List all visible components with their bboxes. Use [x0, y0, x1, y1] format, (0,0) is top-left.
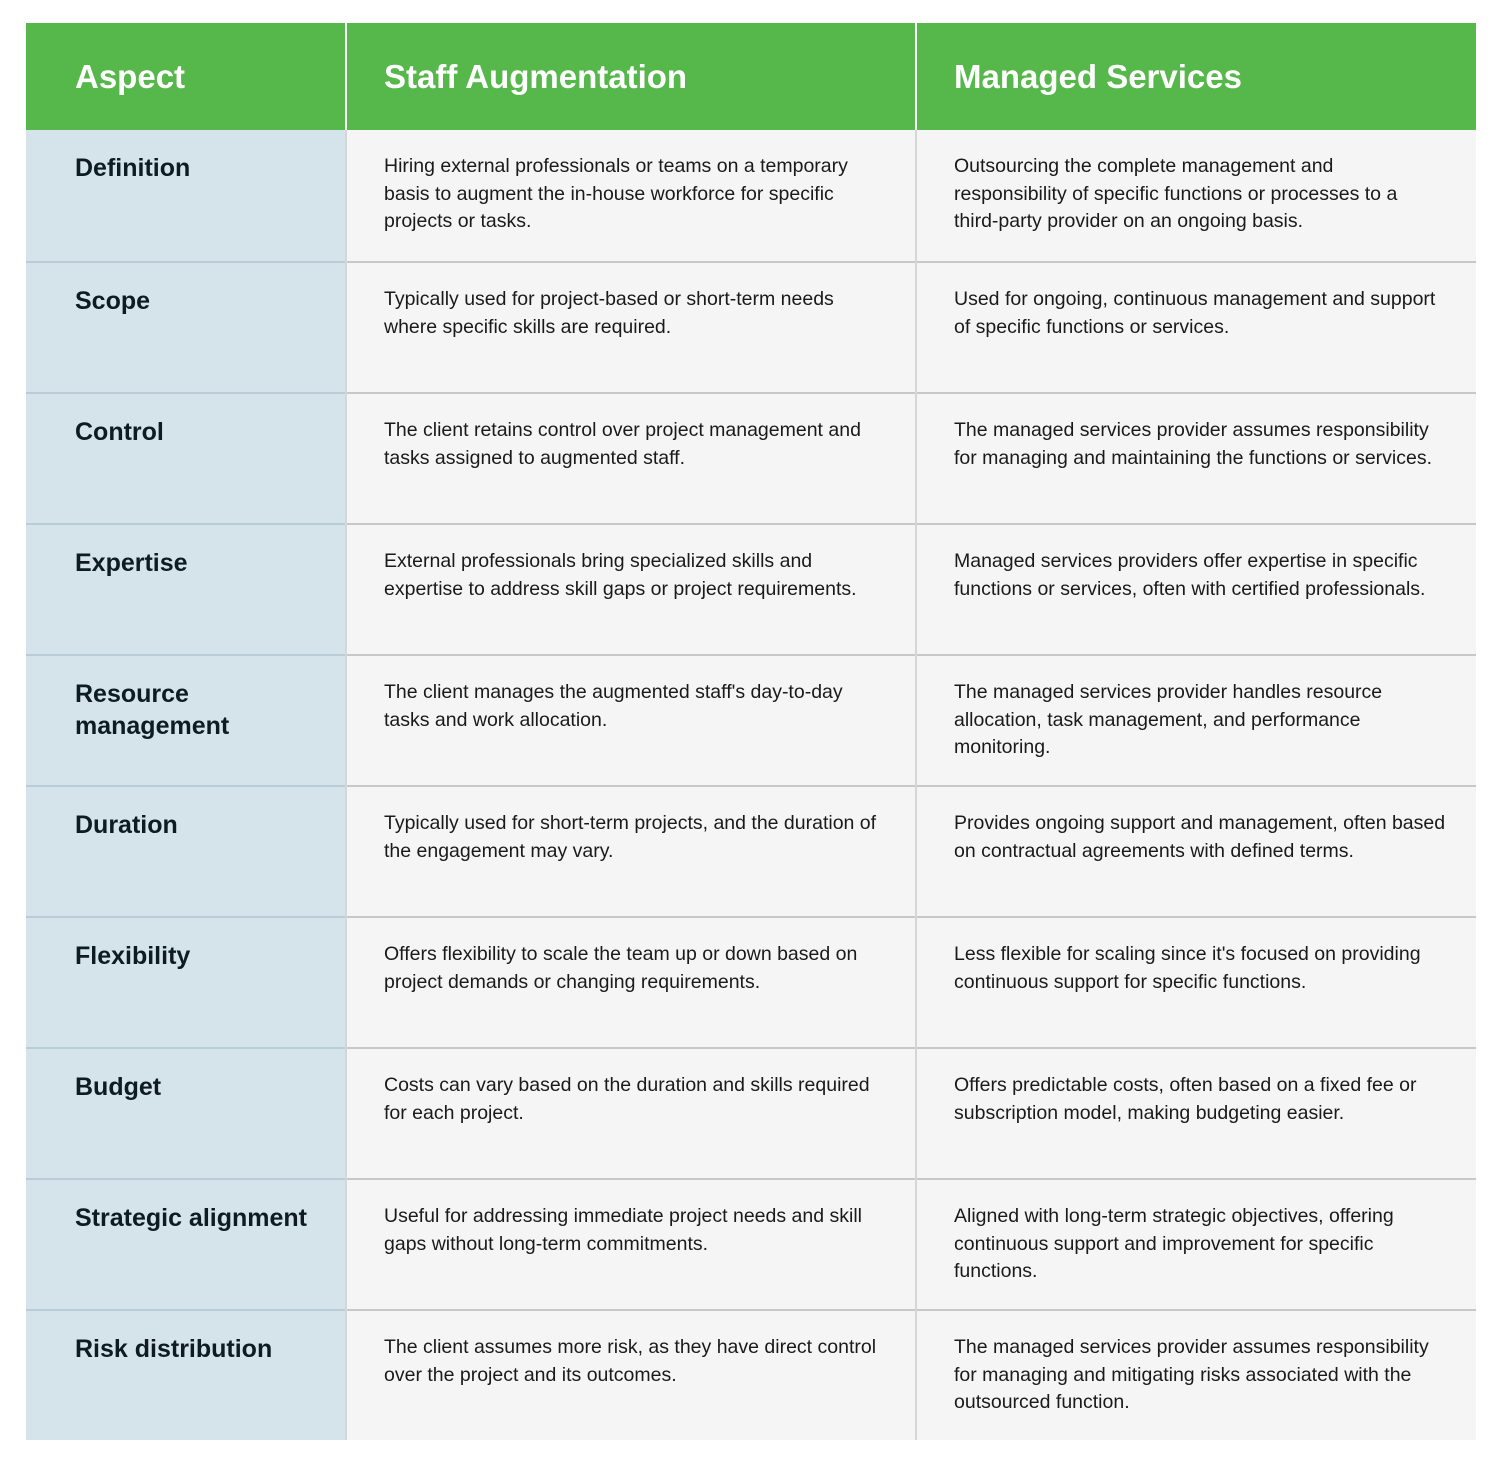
staff-augmentation-cell: External professionals bring specialized skills and expertise to address skill gaps or project requirements. [347, 523, 915, 654]
aspect-cell: Flexibility [26, 916, 345, 1047]
staff-augmentation-cell: Hiring external professionals or teams on a temporary basis to augment the in-house workforce for specific projects or tasks. [347, 130, 915, 261]
aspect-cell: Duration [26, 785, 345, 916]
managed-services-cell: Provides ongoing support and management, often based on contractual agreements with defined terms. [917, 785, 1476, 916]
header-managed-services: Managed Services [917, 23, 1476, 130]
staff-augmentation-cell: Typically used for short-term projects, and the duration of the engagement may vary. [347, 785, 915, 916]
header-aspect: Aspect [26, 23, 345, 130]
header-staff-augmentation: Staff Augmentation [347, 23, 915, 130]
comparison-table [26, 23, 1476, 1440]
staff-augmentation-cell: Offers flexibility to scale the team up or down based on project demands or changing requirements. [347, 916, 915, 1047]
aspect-cell: Risk distribution [26, 1309, 345, 1440]
staff-augmentation-cell: The client assumes more risk, as they have direct control over the project and its outcomes. [347, 1309, 915, 1440]
staff-augmentation-cell: Typically used for project-based or short-term needs where specific skills are required. [347, 261, 915, 392]
staff-augmentation-cell: The client manages the augmented staff's day-to-day tasks and work allocation. [347, 654, 915, 785]
aspect-cell: Control [26, 392, 345, 523]
aspect-cell: Strategic alignment [26, 1178, 345, 1309]
managed-services-cell: Less flexible for scaling since it's focused on providing continuous support for specific functions. [917, 916, 1476, 1047]
aspect-cell: Expertise [26, 523, 345, 654]
aspect-cell: Scope [26, 261, 345, 392]
managed-services-cell: The managed services provider assumes responsibility for managing and mitigating risks associated with the outsourced function. [917, 1309, 1476, 1440]
managed-services-cell: Outsourcing the complete management and responsibility of specific functions or processes to a third-party provider on an ongoing basis. [917, 130, 1476, 261]
aspect-cell: Budget [26, 1047, 345, 1178]
managed-services-cell: Managed services providers offer expertise in specific functions or services, often with certified professionals. [917, 523, 1476, 654]
managed-services-cell: Used for ongoing, continuous management and support of specific functions or services. [917, 261, 1476, 392]
staff-augmentation-cell: Costs can vary based on the duration and skills required for each project. [347, 1047, 915, 1178]
staff-augmentation-cell: Useful for addressing immediate project needs and skill gaps without long-term commitments. [347, 1178, 915, 1309]
aspect-cell: Definition [26, 130, 345, 261]
aspect-cell: Resource management [26, 654, 345, 785]
staff-augmentation-cell: The client retains control over project management and tasks assigned to augmented staff. [347, 392, 915, 523]
managed-services-cell: The managed services provider assumes responsibility for managing and maintaining the functions or services. [917, 392, 1476, 523]
managed-services-cell: Offers predictable costs, often based on a fixed fee or subscription model, making budgeting easier. [917, 1047, 1476, 1178]
managed-services-cell: The managed services provider handles resource allocation, task management, and performance monitoring. [917, 654, 1476, 785]
managed-services-cell: Aligned with long-term strategic objectives, offering continuous support and improvement for specific functions. [917, 1178, 1476, 1309]
